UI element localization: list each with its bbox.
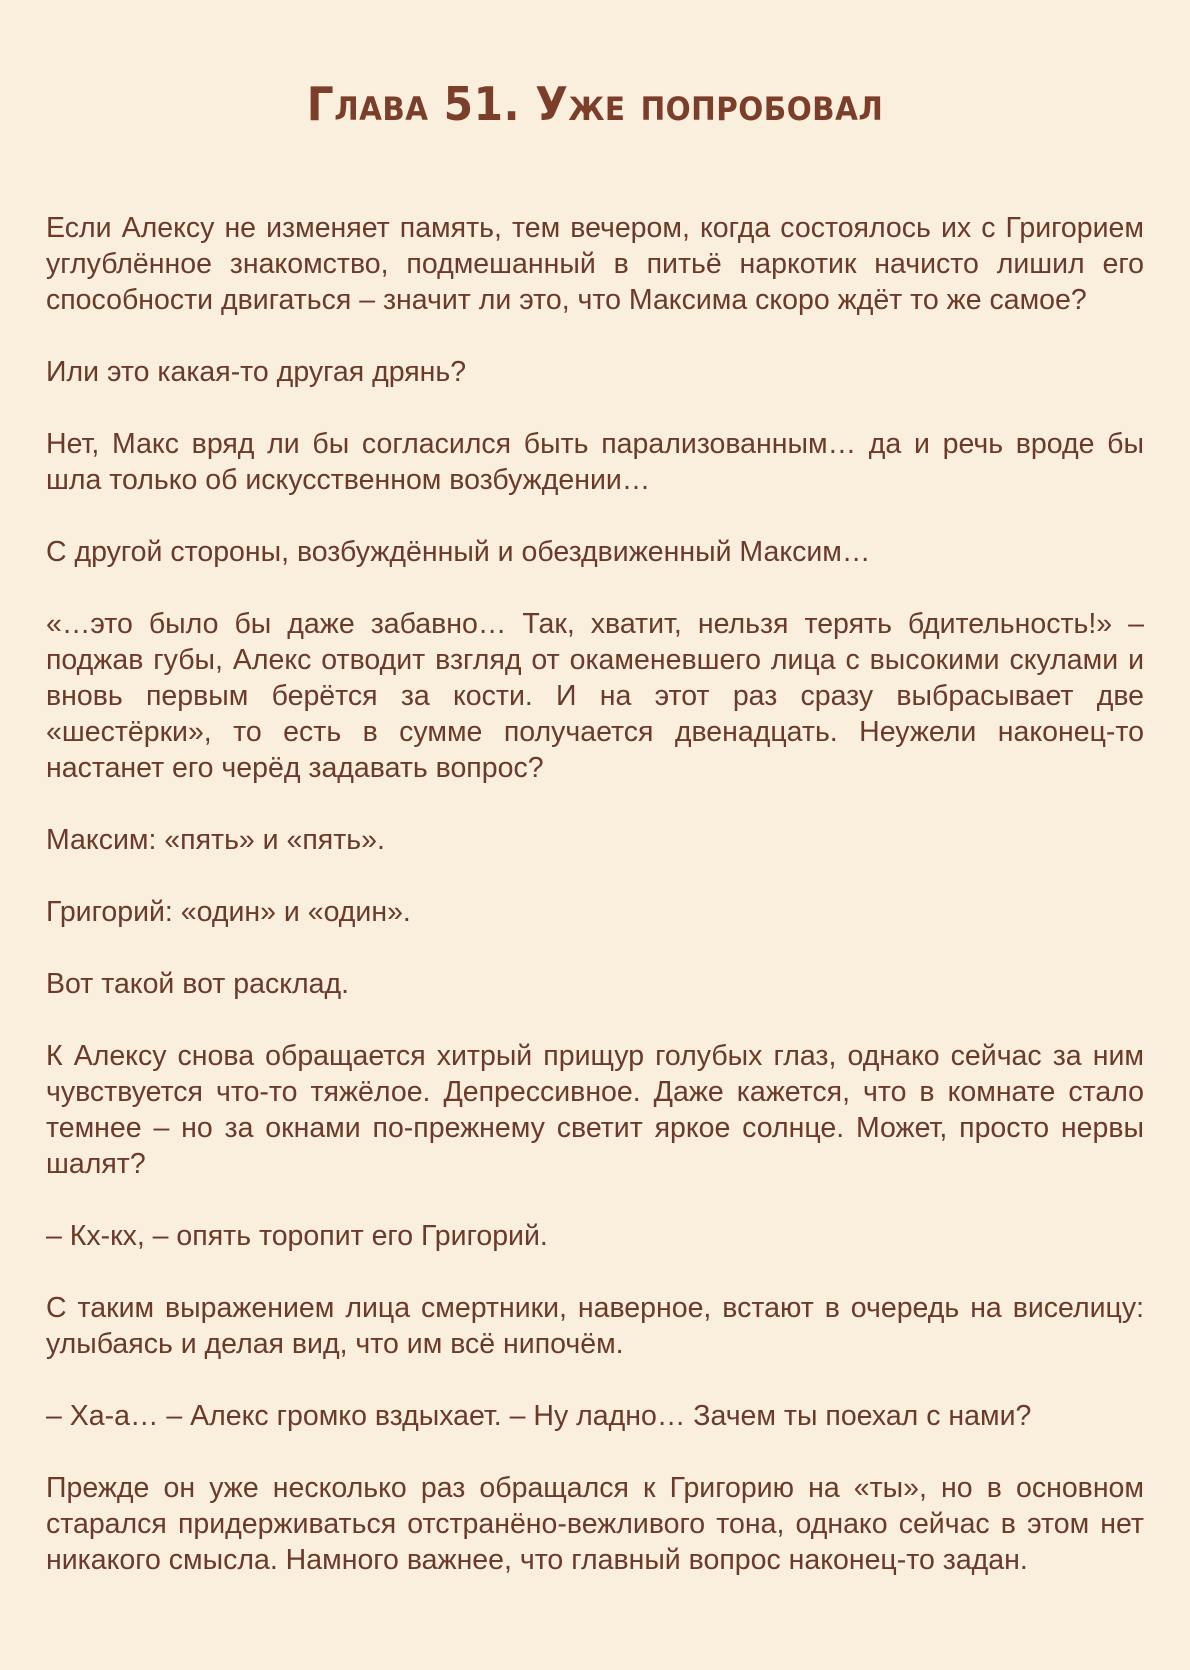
paragraph: К Алексу снова обращается хитрый прищур голубых глаз, однако сейчас за ним чувствуется что-то тяжёлое. Депрессивное. Даже кажется, что в комнате стало темнее – но за окнами по-прежнему светит яркое солнце. Может, просто нервы шалят? bbox=[46, 1040, 1144, 1180]
paragraph: Прежде он уже несколько раз обращался к Григорию на «ты», но в основном старался придерживаться отстранёно-вежливого тона, однако сейчас в этом нет никакого смысла. Намного важнее, что главный вопрос наконец-то задан. bbox=[46, 1472, 1144, 1576]
chapter-text bbox=[46, 210, 1144, 1578]
paragraph: С другой стороны, возбуждённый и обездвиженный Максим… bbox=[46, 536, 871, 568]
paragraph: Григорий: «один» и «один». bbox=[46, 896, 411, 928]
paragraph: Нет, Макс вряд ли бы согласился быть парализованным… да и речь вроде бы шла только об искусственном возбуждении… bbox=[46, 428, 1144, 496]
paragraph: Или это какая-то другая дрянь? bbox=[46, 356, 467, 388]
paragraph: «…это было бы даже забавно… Так, хватит, нельзя терять бдительность!» – поджав губы, Алекс отводит взгляд от окаменевшего лица с высокими скулами и вновь первым берётся за кости. И на этот раз сразу выбрасывает две «шестёрки», то есть в сумме получается двенадцать. Неужели наконец-то настанет его черёд задавать вопрос? bbox=[46, 608, 1144, 784]
paragraph: С таким выражением лица смертники, наверное, встают в очередь на виселицу: улыбаясь и делая вид, что им всё нипочём. bbox=[46, 1292, 1144, 1360]
paragraph: – Кх-кх, – опять торопит его Григорий. bbox=[46, 1220, 548, 1252]
paragraph: Максим: «пять» и «пять». bbox=[46, 824, 385, 856]
paragraph: Вот такой вот расклад. bbox=[46, 968, 350, 1000]
chapter-title: Глава 51. Уже попробовал bbox=[306, 77, 884, 131]
paragraph: Если Алексу не изменяет память, тем вечером, когда состоялось их с Григорием углублённое знакомство, подмешанный в питьё наркотик начисто лишил его способности двигаться – значит ли это, что Максима скоро ждёт то же самое? bbox=[46, 212, 1144, 316]
paragraph: – Ха-а… – Алекс громко вздыхает. – Ну ладно… Зачем ты поехал с нами? bbox=[46, 1400, 1032, 1432]
